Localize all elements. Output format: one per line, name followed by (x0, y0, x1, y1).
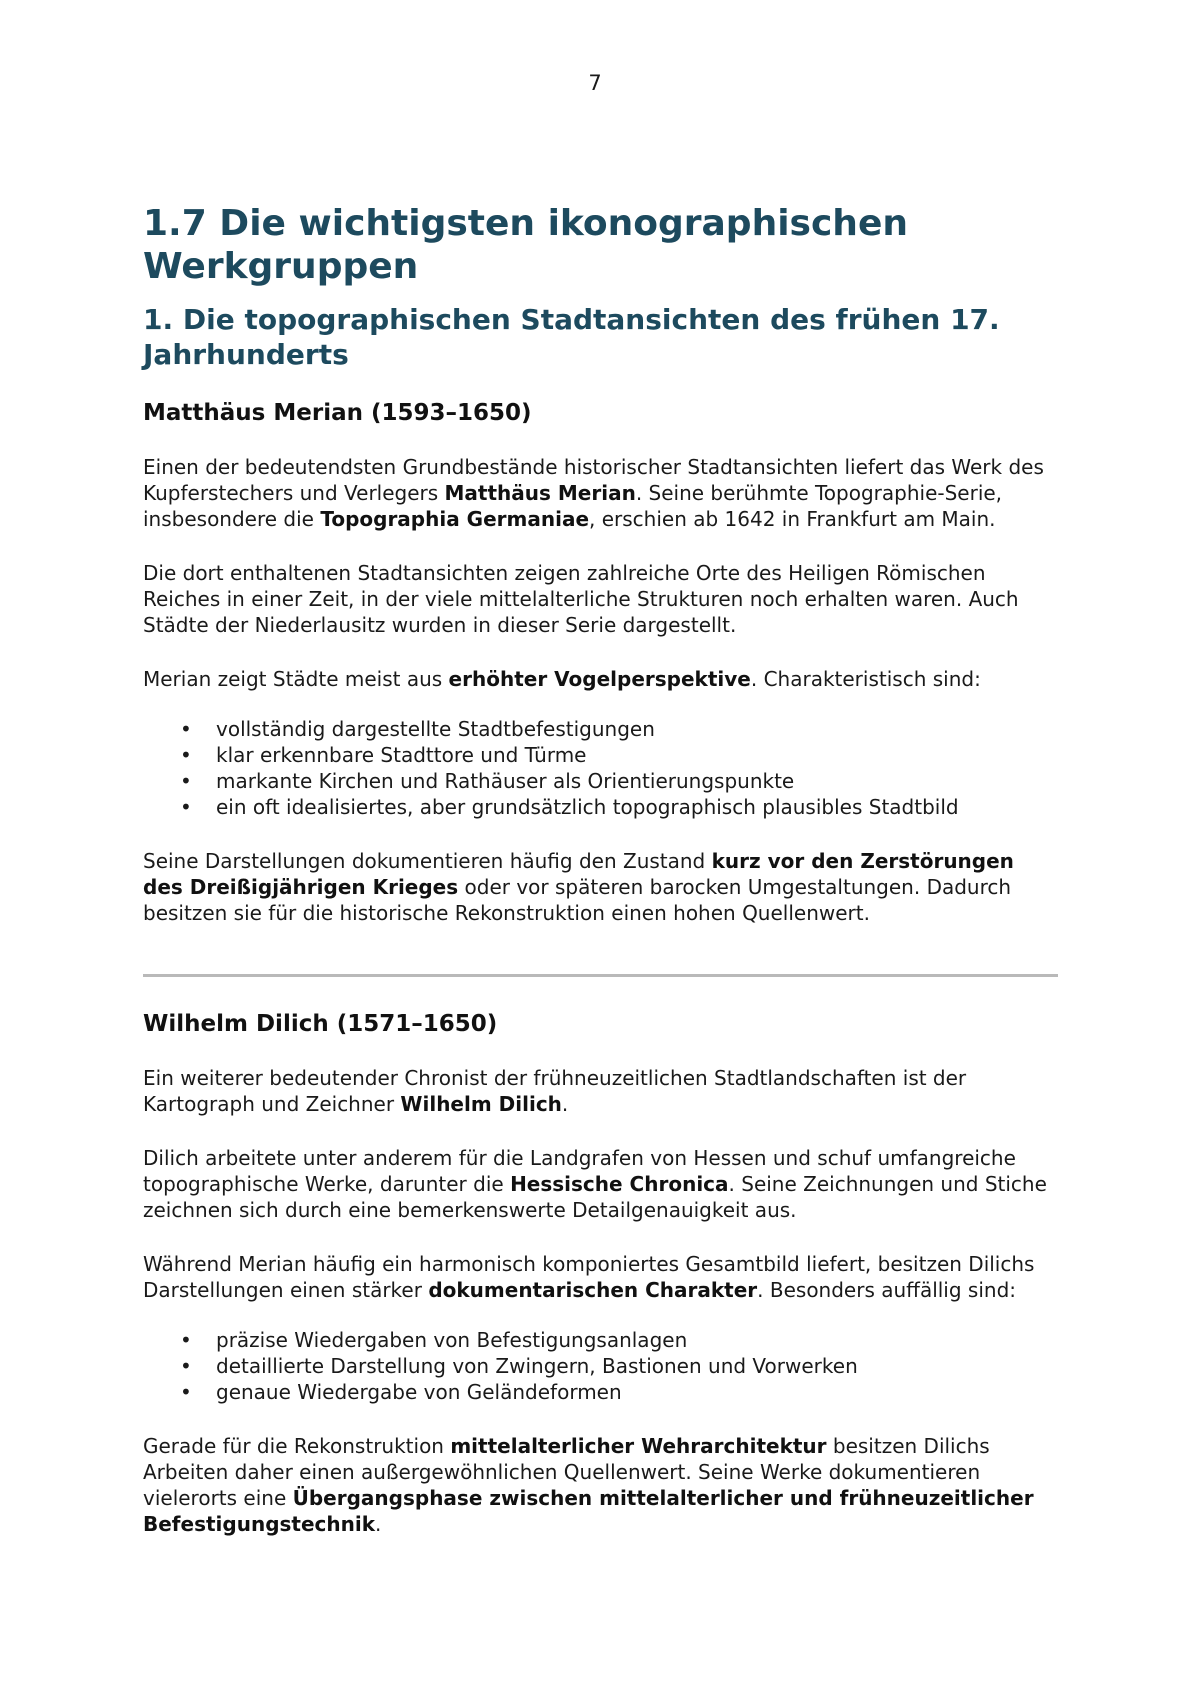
text-run: . (375, 1512, 382, 1536)
bullet-icon: • (180, 1328, 192, 1352)
bold-run: Hessische Chronica (510, 1172, 729, 1196)
bold-run: Wilhelm Dilich (400, 1092, 562, 1116)
document-body (143, 202, 1058, 1537)
list-item (143, 742, 1058, 768)
merian-paragraph-4 (143, 848, 1058, 926)
list-item-text: präzise Wiedergaben von Befestigungsanlagen (216, 1328, 688, 1352)
text-run: oder vor späteren barocken Umgestaltungen. Dadurch besitzen sie für die historische Rekonstruktion einen hohen Quellenwert. (143, 875, 1012, 925)
dilich-heading: Wilhelm Dilich (1571–1650) (143, 1011, 498, 1037)
bold-run: Matthäus Merian (444, 481, 636, 505)
text-run: Während Merian häufig ein harmonisch komponiertes Gesamtbild liefert, besitzen Dilichs Darstellungen einen stärker (143, 1252, 1035, 1302)
list-item (143, 1353, 1058, 1379)
text-run: , erschien ab 1642 in Frankfurt am Main. (589, 507, 996, 531)
bold-run: Topographia Germaniae (320, 507, 590, 531)
list-item (143, 768, 1058, 794)
bullet-icon: • (180, 717, 192, 741)
bold-run: mittelalterlicher Wehrarchitektur (450, 1434, 827, 1458)
dilich-section (143, 1009, 1058, 1537)
subsection-title: 1. Die topographischen Stadtansichten des frühen 17. Jahrhunderts (143, 303, 1000, 371)
text-run: Merian zeigt Städte meist aus (143, 667, 449, 691)
bold-run: erhöhter Vogelperspektive (448, 667, 751, 691)
text-run: . Seine Zeichnungen und Stiche zeichnen sich durch eine bemerkenswerte Detailgenauigkeit aus. (143, 1172, 1047, 1222)
merian-bullet-list (143, 716, 1058, 820)
list-item (143, 1379, 1058, 1405)
bullet-icon: • (180, 743, 192, 767)
text-run: Dilich arbeitete unter anderem für die Landgrafen von Hessen und schuf umfangreiche topographische Werke, darunter die (143, 1146, 1016, 1196)
list-item-text: markante Kirchen und Rathäuser als Orientierungspunkte (216, 769, 795, 793)
text-run: . Seine berühmte Topographie-Serie, insbesondere die (143, 481, 1003, 531)
text-run: besitzen Dilichs Arbeiten daher einen außergewöhnlichen Quellenwert. Seine Werke dokumentieren vielerorts eine (143, 1434, 990, 1510)
dilich-paragraph-3 (143, 1251, 1058, 1303)
dilich-paragraph-1 (143, 1065, 1058, 1117)
bold-run: kurz vor den Zerstörungen des Dreißigjährigen Krieges (143, 849, 1014, 899)
dilich-paragraph-2 (143, 1145, 1058, 1223)
bullet-icon: • (180, 1354, 192, 1378)
list-item (143, 716, 1058, 742)
merian-paragraph-3 (143, 666, 1058, 692)
text-run: Gerade für die Rekonstruktion (143, 1434, 451, 1458)
list-item-text: genaue Wiedergabe von Geländeformen (216, 1380, 622, 1404)
merian-paragraph-2: Die dort enthaltenen Stadtansichten zeigen zahlreiche Orte des Heiligen Römischen Reiches in einer Zeit, in der viele mittelalterliche Strukturen noch erhalten waren. Auch Städte der Niederlausitz wurden in dieser Serie dargestellt. (143, 561, 1019, 637)
list-item-text: klar erkennbare Stadttore und Türme (216, 743, 587, 767)
list-item (143, 794, 1058, 820)
merian-heading: Matthäus Merian (1593–1650) (143, 400, 532, 426)
bold-run: dokumentarischen Charakter (428, 1278, 758, 1302)
text-run: . (561, 1092, 569, 1116)
dilich-paragraph-4 (143, 1433, 1058, 1537)
section-divider (143, 974, 1058, 977)
text-run: Einen der bedeutendsten Grundbestände historischer Stadtansichten liefert das Werk des Kupferstechers und Verlegers (143, 455, 1044, 505)
page-number: 7 (588, 71, 602, 95)
list-item-text: ein oft idealisiertes, aber grundsätzlich topographisch plausibles Stadtbild (216, 795, 959, 819)
bullet-icon: • (180, 769, 192, 793)
merian-paragraph-1 (143, 454, 1058, 532)
bold-run: Übergangsphase zwischen mittelalterlicher und frühneuzeitlicher Befestigungstechnik (143, 1486, 1034, 1536)
list-item-text: detaillierte Darstellung von Zwingern, Bastionen und Vorwerken (216, 1354, 858, 1378)
merian-section (143, 398, 1058, 926)
list-item (143, 1327, 1058, 1353)
text-run: . Charakteristisch sind: (750, 667, 981, 691)
bullet-icon: • (180, 795, 192, 819)
text-run: Ein weiterer bedeutender Chronist der frühneuzeitlichen Stadtlandschaften ist der Kartograph und Zeichner (143, 1066, 967, 1116)
list-item-text: vollständig dargestellte Stadtbefestigungen (216, 717, 655, 741)
text-run: Seine Darstellungen dokumentieren häufig den Zustand (143, 849, 712, 873)
dilich-bullet-list (143, 1327, 1058, 1405)
bullet-icon: • (180, 1380, 192, 1404)
section-title: 1.7 Die wichtigsten ikonographischen Werkgruppen (143, 203, 908, 287)
text-run: . Besonders auffällig sind: (757, 1278, 1017, 1302)
